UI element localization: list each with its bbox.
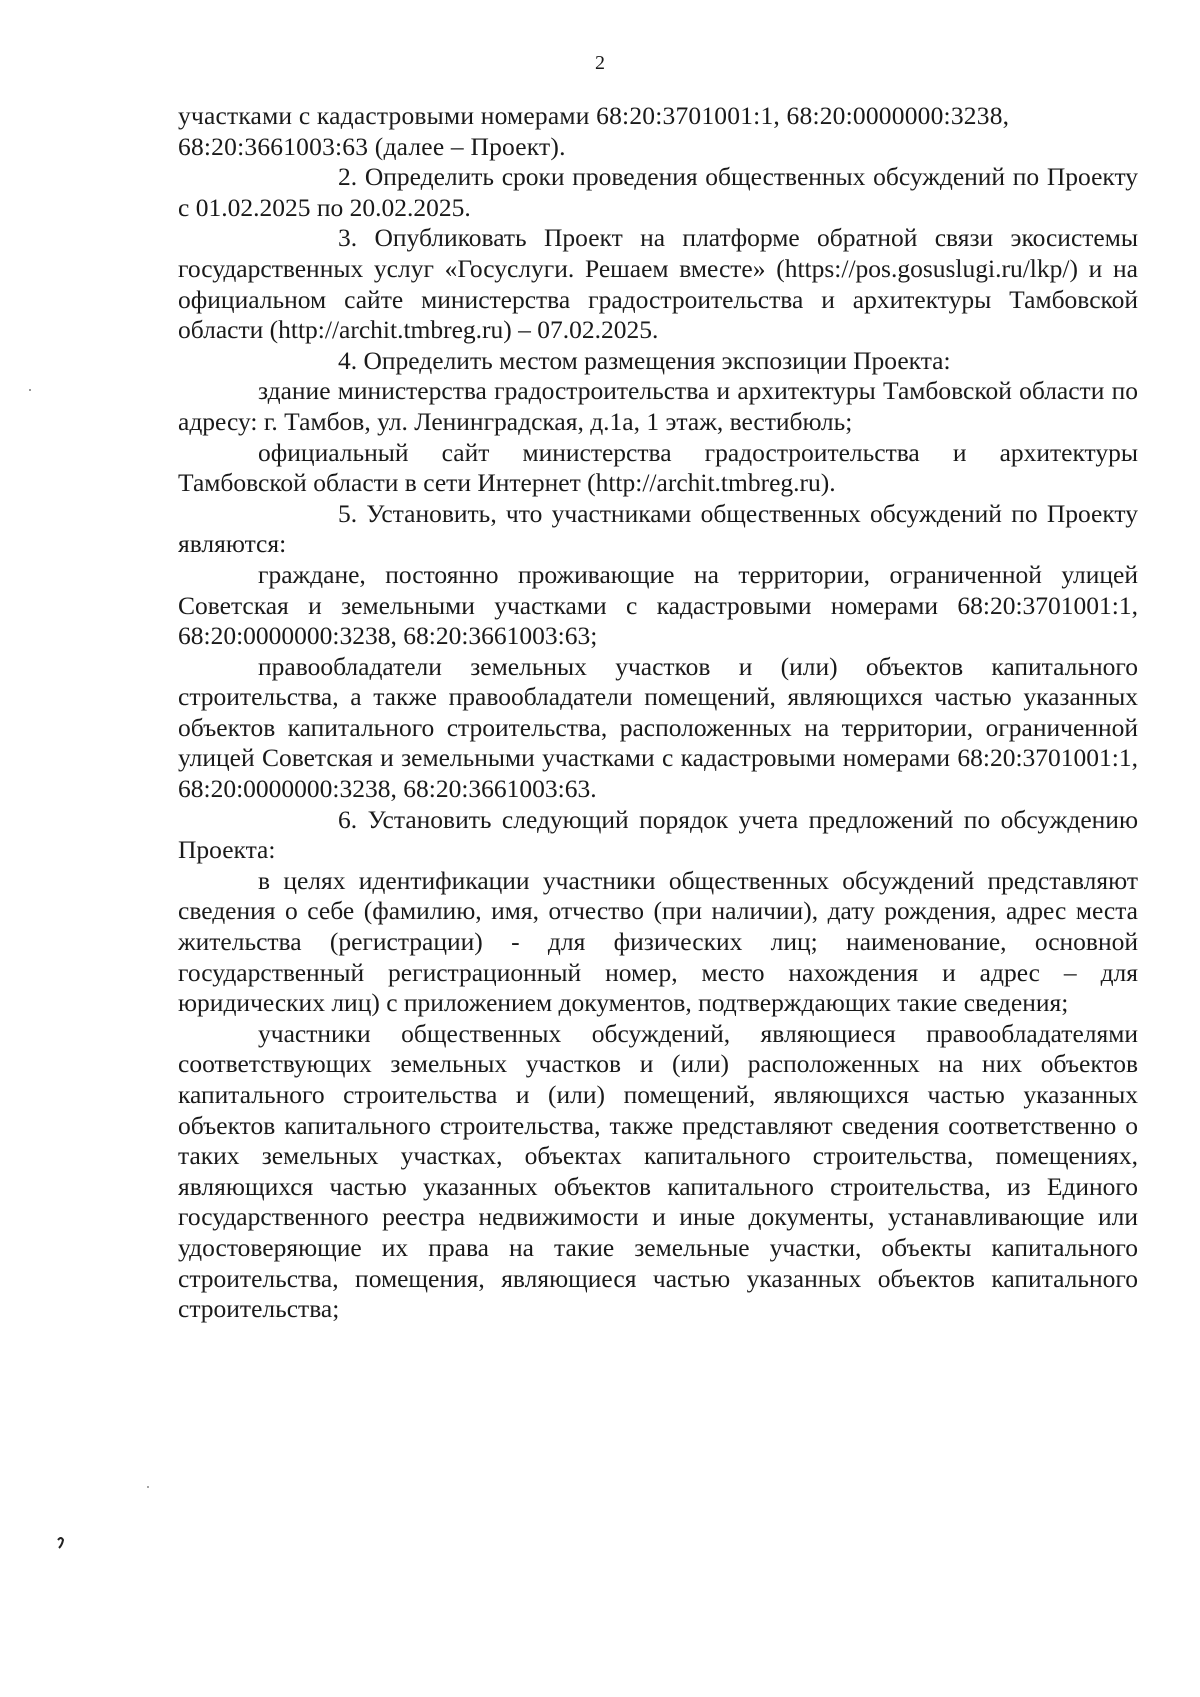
- item6-paragraph: в целях идентификации участники общественных обсуждений представляют сведения о себе (фамилию, имя, отчество (при наличии), дату рождения, адрес места жительства (регистрации) - для физических лиц; наименование, основной государственный регистрационный номер, место нахождения и адрес – для юридических лиц) с приложением документов, подтверждающих такие сведения;: [178, 865, 1138, 1018]
- item4-paragraph: здание министерства градостроительства и архитектуры Тамбовской области по адресу: г. Тамбов, ул. Ленинградская, д.1а, 1 этаж, вестибюль;: [178, 376, 1138, 436]
- item-number: 5.: [338, 498, 358, 528]
- item5-paragraph: правообладатели земельных участков и (или) объектов капитального строительства, а также правообладатели помещений, являющихся частью указанных объектов капитального строительства, расположенных на территории, ограниченной улицей Советская и земельными участками с кадастровыми номерами 68:20:3701001:1, 68:20:0000000:3238, 68:20:3661003:63.: [178, 651, 1138, 804]
- item-number: 3.: [338, 223, 358, 253]
- item-text: Установить, что участниками общественных обсуждений по Проекту являются:: [178, 498, 1138, 559]
- item-number: 6.: [338, 804, 358, 834]
- item-text: Определить местом размещения экспозиции Проекта:: [363, 345, 951, 375]
- item6-paragraph: участники общественных обсуждений, являющиеся правообладателями соответствующих земельных участков и (или) расположенных на них объектов капитального строительства и (или) помещений, являющихся частью указанных объектов капитального строительства, также представляют сведения соответственно о таких земельных участках, объектах капитального строительства, помещениях, являющихся частью указанных объектов капитального строительства, из Единого государственного реестра недвижимости и иные документы, устанавливающие или удостоверяющие их права на такие земельные участки, объекты капитального строительства, помещения, являющиеся частью указанных объектов капитального строительства;: [178, 1018, 1138, 1324]
- page-number: 2: [595, 52, 605, 74]
- item-number: 4.: [338, 345, 358, 375]
- item-text: Опубликовать Проект на платформе обратной связи экосистемы государственных услуг «Госуслуги. Решаем вместе» (https://pos.gosuslugi.ru/lkp/) и на официальном сайте министерства градостроительства и архитектуры Тамбовской области (http://archit.tmbreg.ru) – 07.02.2025.: [178, 223, 1138, 345]
- item5-paragraph: граждане, постоянно проживающие на территории, ограниченной улицей Советская и земельными участками с кадастровыми номерами 68:20:3701001:1, 68:20:0000000:3238, 68:20:3661003:63;: [178, 559, 1138, 651]
- item4-paragraph: официальный сайт министерства градостроительства и архитектуры Тамбовской области в сети Интернет (http://archit.tmbreg.ru).: [178, 437, 1138, 498]
- item-text: Установить следующий порядок учета предложений по обсуждению Проекта:: [178, 804, 1138, 865]
- fragment-line-2: 68:20:3661003:63 (далее – Проект).: [178, 131, 566, 161]
- fragment-line-1: участками с кадастровыми номерами 68:20:3701001:1, 68:20:0000000:3238,: [178, 101, 1010, 130]
- item-number: 2.: [338, 162, 358, 192]
- item-text: Определить сроки проведения общественных обсуждений по Проекту с 01.02.2025 по 20.02.2025.: [178, 162, 1138, 222]
